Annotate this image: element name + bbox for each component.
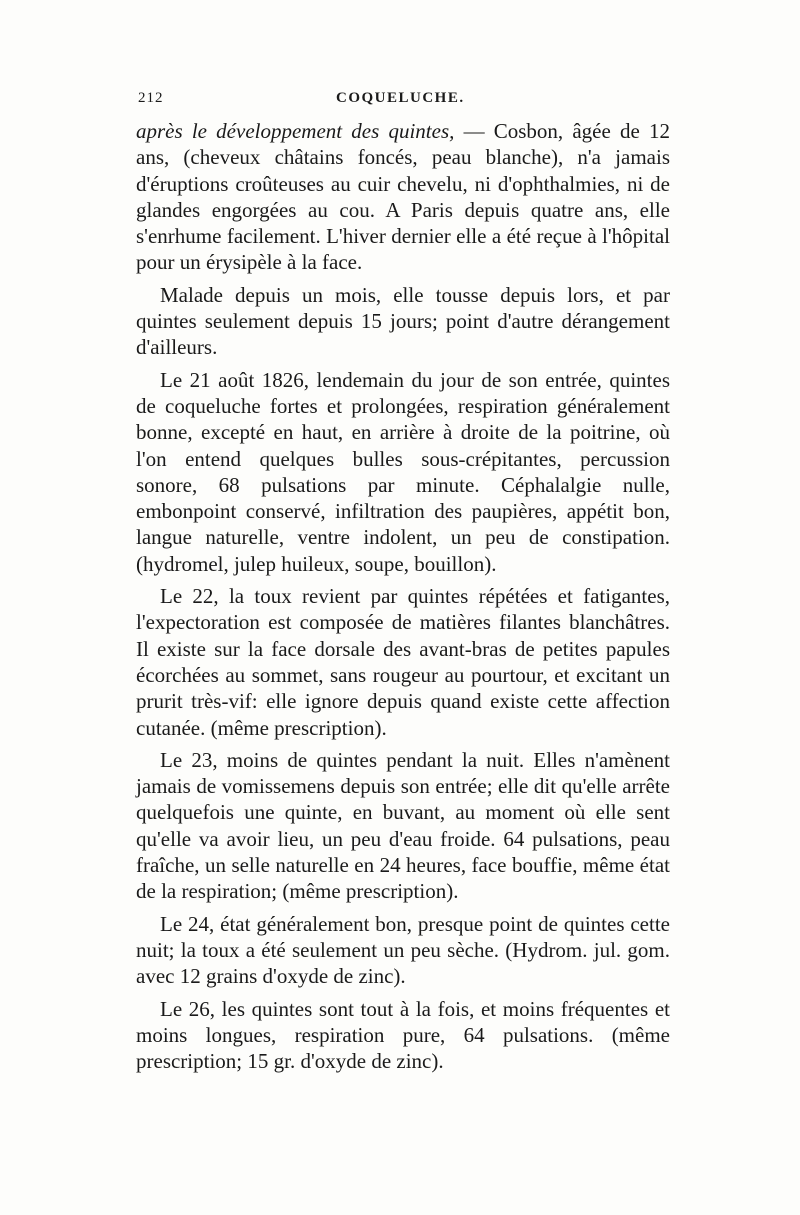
italic-lead: après le développement des quintes, [136, 119, 455, 143]
running-head [136, 90, 670, 118]
running-title: COQUELUCHE. [336, 90, 465, 106]
paragraph-2: Malade depuis un mois, elle tousse depuis lors, et par quintes seulement depuis 15 jours; point d'autre dérangement d'ailleurs. [136, 282, 670, 360]
paragraph-1-text: — Cosbon, âgée de 12 ans, (cheveux châtains foncés, peau blanche), n'a jamais d'éruptions croûteuses au cuir chevelu, ni d'ophthalmies, ni de glandes engorgées au cou. A Paris depuis quatre ans, elle s'enrhume facilement. L'hiver dernier elle a été reçue à l'hôpital pour un érysipèle à la face. [136, 119, 670, 275]
paragraph-7: Le 26, les quintes sont tout à la fois, et moins fréquentes et moins longues, respiration pure, 64 pulsations. (même prescription; 15 gr. d'oxyde de zinc). [136, 996, 670, 1074]
text-block [136, 90, 670, 1074]
page-number: 212 [138, 90, 164, 106]
paragraph-4: Le 22, la toux revient par quintes répétées et fatigantes, l'expectoration est composée de matières filantes blanchâtres. Il existe sur la face dorsale des avant-bras de petites papules écorchées au sommet, sans rougeur au pourtour, et excitant un prurit très-vif: elle ignore depuis quand existe cette affection cutanée. (même prescription). [136, 584, 670, 740]
paragraph-6: Le 24, état généralement bon, presque point de quintes cette nuit; la toux a été seulement un peu sèche. (Hydrom. jul. gom. avec 12 grains d'oxyde de zinc). [136, 911, 670, 989]
paragraph-5: Le 23, moins de quintes pendant la nuit. Elles n'amènent jamais de vomissemens depuis son entrée; elle dit qu'elle arrête quelquefois une quinte, en buvant, au moment où elle sent qu'elle va avoir lieu, un peu d'eau froide. 64 pulsations, peau fraîche, un selle naturelle en 24 heures, face bouffie, même état de la respiration; (même prescription). [136, 747, 670, 904]
paragraph-1 [136, 118, 670, 276]
paragraph-3: Le 21 août 1826, lendemain du jour de son entrée, quintes de coqueluche fortes et prolongées, respiration généralement bonne, excepté en haut, en arrière à droite de la poitrine, où l'on entend quelques bulles sous-crépitantes, percussion sonore, 68 pulsations par minute. Céphalalgie nulle, embonpoint conservé, infiltration des paupières, appétit bon, langue naturelle, ventre indolent, un peu de constipation. (hydromel, julep huileux, soupe, bouillon). [136, 367, 670, 576]
